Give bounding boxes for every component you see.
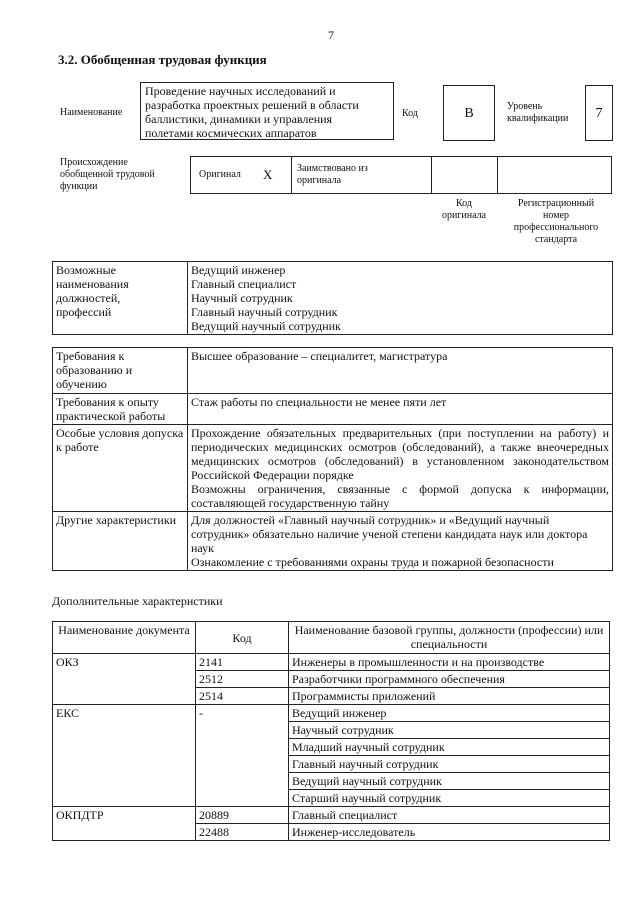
borrowed-label [297, 163, 368, 187]
caption-line: профессионального [513, 222, 599, 233]
borrowed-label-line: оригинала [297, 175, 342, 186]
code-cell: 2512 [196, 671, 289, 688]
requirement-text: Возможны ограничения, связанные с формой допуска к информации, составляющей государственную тайну [191, 482, 609, 510]
divider [291, 157, 292, 193]
name-cell: Инженеры в промышленности и на производстве [289, 654, 610, 671]
header-doc: Наименование документа [53, 622, 196, 654]
requirement-value [188, 394, 613, 425]
caption-line: Код [456, 198, 472, 209]
name-cell: Программисты приложений [289, 688, 610, 705]
name-cell: Главный научный сотрудник [289, 756, 610, 773]
origin-box [190, 156, 612, 194]
position-item: Научный сотрудник [191, 291, 293, 305]
doc-cell: ОКПДТР [53, 807, 196, 841]
requirement-row [53, 512, 613, 571]
requirement-text: Высшее образование – специалитет, магистратура [191, 349, 448, 363]
name-value-line: Проведение научных исследований и [145, 84, 336, 98]
origin-label-line: обобщенной трудовой [60, 169, 155, 180]
caption-line: Регистрационный [517, 198, 595, 209]
requirement-text: Стаж работы по специальности не менее пяти лет [191, 395, 447, 409]
name-cell: Научный сотрудник [289, 722, 610, 739]
requirement-row [53, 425, 613, 512]
requirement-label: Требования к опыту практической работы [53, 394, 188, 425]
origin-label-line: функции [60, 181, 98, 192]
positions-label [53, 262, 188, 335]
name-cell: Ведущий инженер [289, 705, 610, 722]
original-label: Оригинал [199, 169, 241, 180]
positions-table [52, 261, 613, 335]
position-item: Главный научный сотрудник [191, 305, 338, 319]
origin-label [60, 157, 155, 193]
requirement-label: Особые условия допуска к работе [53, 425, 188, 512]
requirement-value [188, 348, 613, 394]
positions-label-line: должностей, [56, 291, 121, 305]
name-value-line: баллистики, динамики и управления [145, 112, 333, 126]
positions-list [188, 262, 613, 335]
additional-table [52, 621, 610, 841]
divider [431, 157, 432, 193]
doc-cell: ОКЗ [53, 654, 196, 705]
position-item: Ведущий инженер [191, 263, 286, 277]
name-cell: Младший научный сотрудник [289, 739, 610, 756]
requirement-label: Другие характеристики [53, 512, 188, 571]
positions-label-line: Возможные [56, 263, 116, 277]
requirement-text: Для должностей «Главный научный сотрудник» и «Ведущий научный сотрудник» обязательно наличие ученой степени кандидата наук или доктора наук [191, 513, 588, 555]
page-number: 7 [328, 28, 334, 42]
code-cell: 2514 [196, 688, 289, 705]
requirement-row [53, 348, 613, 394]
table-row [53, 705, 610, 722]
name-cell: Разработчики программного обеспечения [289, 671, 610, 688]
origin-label-line: Происхождение [60, 157, 128, 168]
code-label: Код [402, 108, 418, 119]
table-row [53, 807, 610, 824]
position-item: Главный специалист [191, 277, 297, 291]
requirement-label: Требования к образованию и обучению [53, 348, 188, 394]
code-cell: 20889 [196, 807, 289, 824]
table-row [53, 654, 610, 671]
code-value: В [443, 85, 495, 141]
code-original-caption [434, 198, 494, 222]
position-item: Ведущий научный сотрудник [191, 319, 341, 333]
positions-label-line: наименования [56, 277, 129, 291]
level-label-line: квалификации [507, 113, 569, 124]
name-value-box [140, 82, 394, 140]
name-value-line: разработка проектных решений в области [145, 98, 359, 112]
name-cell: Старший научный сотрудник [289, 790, 610, 807]
requirement-text: Прохождение обязательных предварительных (при поступлении на работу) и периодических медицинских осмотров (обследований), а также внеочередных медицинских осмотров (обследований) в установленном законодательством Российской Федерации порядке [191, 426, 609, 482]
positions-label-line: профессий [56, 305, 112, 319]
requirements-table [52, 347, 613, 571]
name-cell: Ведущий научный сотрудник [289, 773, 610, 790]
requirement-text: Ознакомление с требованиями охраны труда и пожарной безопасности [191, 555, 554, 569]
name-label: Наименование [60, 107, 123, 118]
caption-line: оригинала [441, 210, 487, 221]
header-name: Наименование базовой группы, должности (профессии) или специальности [289, 622, 610, 654]
requirement-row [53, 394, 613, 425]
caption-line: стандарта [534, 234, 578, 245]
code-cell: 2141 [196, 654, 289, 671]
original-mark: Х [263, 167, 273, 182]
borrowed-label-line: Заимствовано из [297, 163, 368, 174]
reg-number-caption [500, 198, 612, 246]
name-cell: Инженер-исследователь [289, 824, 610, 841]
requirement-value [188, 425, 613, 512]
code-cell: 22488 [196, 824, 289, 841]
code-cell: - [196, 705, 289, 807]
name-value-line: полетами космических аппаратов [145, 126, 317, 140]
doc-cell: ЕКС [53, 705, 196, 807]
additional-header-row [53, 622, 610, 654]
additional-title: Дополнительные характеристики [52, 594, 223, 608]
name-cell: Главный специалист [289, 807, 610, 824]
divider [497, 157, 498, 193]
level-label-line: Уровень [507, 101, 543, 112]
header-code: Код [196, 622, 289, 654]
section-title: 3.2. Обобщенная трудовая функция [58, 52, 267, 67]
level-value: 7 [585, 85, 613, 141]
caption-line: номер [543, 210, 569, 221]
requirement-value [188, 512, 613, 571]
level-label [507, 101, 568, 125]
